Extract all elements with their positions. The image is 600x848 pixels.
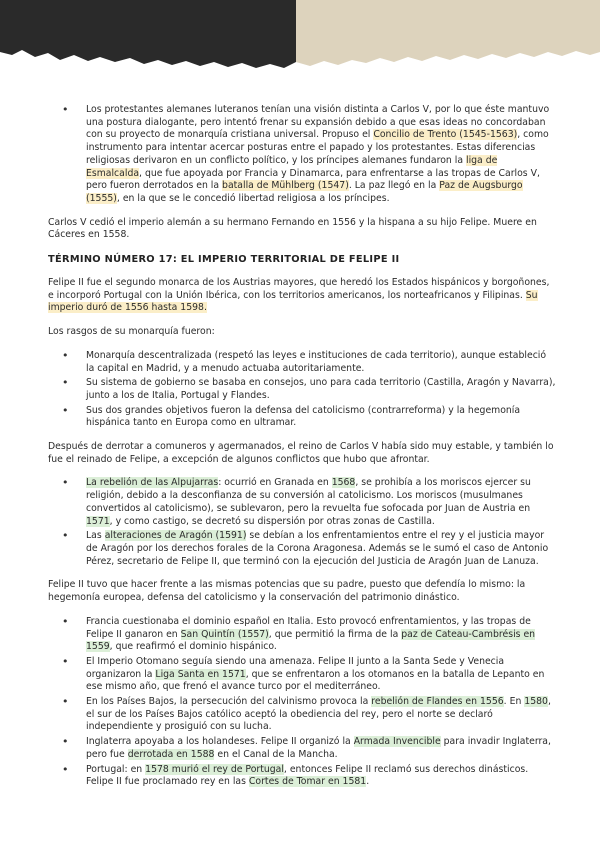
highlighted-term: 1571 <box>86 515 110 527</box>
text-run: . <box>366 776 370 788</box>
paragraph <box>48 326 556 339</box>
highlighted-term: liga de Esmalcalda <box>86 154 498 179</box>
bullet-list <box>48 104 556 206</box>
text-run: Después de derrotar a comuneros y agermanados, el reino de Carlos V había sido muy estable, y también lo fue el reinado de Felipe, a excepción de algunos conflictos que hubo que afrontar. <box>48 441 554 465</box>
text-run: Las <box>86 530 105 542</box>
text-run: , en la que se le concedió libertad religiosa a los príncipes. <box>116 192 390 204</box>
text-run: , y como castigo, se decretó su dispersión por otras zonas de Castilla. <box>109 515 435 527</box>
text-run: . La paz llegó en la <box>348 180 440 192</box>
list-item <box>48 696 556 734</box>
list-item <box>48 477 556 528</box>
highlighted-term: Armada Invencible <box>353 736 441 748</box>
bullet-list <box>48 616 556 789</box>
text-run: Francia cuestionaba el dominio español en Italia. Esto provocó enfrentamientos, y las tropas de Felipe II ganaron en <box>86 615 531 640</box>
bullet-list <box>48 477 556 568</box>
highlighted-term: Liga Santa en 1571 <box>155 668 246 680</box>
text-run: TÉRMINO NÚMERO 17: EL IMPERIO TERRITORIAL DE FELIPE II <box>48 254 400 266</box>
text-run: Sus dos grandes objetivos fueron la defensa del catolicismo (contrarreforma) y la hegemonía hispánica tanto en Europa como en ultramar. <box>86 404 521 429</box>
text-run: En los Países Bajos, la persecución del calvinismo provoca la <box>86 696 372 708</box>
text-run: , que reafirmó el dominio hispánico. <box>109 641 277 653</box>
header-torn-paper-band <box>0 0 600 80</box>
list-item <box>48 736 556 761</box>
text-run: Carlos V cedió el imperio alemán a su hermano Fernando en 1556 y la hispana a su hijo Felipe. Muere en Cáceres en 1558. <box>48 216 537 241</box>
text-run: Su sistema de gobierno se basaba en consejos, uno para cada territorio (Castilla, Aragón y Navarra), junto a los de Italia, Portugal y Flandes. <box>86 377 556 401</box>
text-run: El Imperio Otomano seguía siendo una amenaza. Felipe II junto a la Santa Sede y Venecia organizaron la <box>86 655 505 680</box>
document-body <box>48 104 556 800</box>
highlighted-term: derrotada en 1588 <box>127 748 215 760</box>
text-run: , que permitió la firma de la <box>268 628 402 640</box>
paragraph <box>48 277 556 315</box>
highlighted-term: rebelión de Flandes en 1556 <box>371 696 504 708</box>
text-run: se debían a los enfrentamientos entre el rey y el justicia mayor de Aragón por los derechos forales de la Corona Aragonesa. Además se le sumó el caso de Antonio Pérez, secretario de Felipe II, que terminó con la ejecución del Justicia de Aragón Juan de Lanuza. <box>86 530 549 567</box>
text-run: Inglaterra apoyaba a los holandeses. Felipe II organizó la <box>86 736 354 748</box>
highlighted-term: Concilio de Trento (1545-1563) <box>373 129 518 141</box>
text-run: , como instrumento para intentar acercar posturas entre el papado y los protestantes. Estas diferencias religiosas derivaron en un conflicto político, y los príncipes alemanes fundaron la <box>86 129 549 166</box>
highlighted-term: 1568 <box>331 477 356 489</box>
paragraph <box>48 579 556 604</box>
text-run: Portugal: en <box>86 763 146 775</box>
section-heading <box>48 253 556 266</box>
text-run: , entonces Felipe II reclamó sus derechos dinásticos. Felipe II fue proclamado rey en las <box>86 763 529 788</box>
highlighted-term: Su imperio duró de 1556 hasta 1598. <box>48 289 538 314</box>
text-run: : ocurrió en Granada en <box>218 477 332 489</box>
text-run: Los protestantes alemanes luteranos tenían una visión distinta a Carlos V, por lo que éste mantuvo una postura dialogante, pero intentó frenar su expansión debido a que esas ideas no concordaban con su proyecto de monarquía cristiana universal. Propuso el <box>86 104 550 141</box>
text-run: Monarquía descentralizada (respetó las leyes e instituciones de cada territorio), aunque estableció la capital en Madrid, y a menudo actuaba autoritariamente. <box>86 349 547 374</box>
highlighted-term: alteraciones de Aragón (1591) <box>104 530 247 542</box>
highlighted-term: 1578 murió el rey de Portugal <box>145 763 284 775</box>
paragraph <box>48 217 556 242</box>
list-item <box>48 530 556 568</box>
text-run: Los rasgos de su monarquía fueron: <box>48 326 215 338</box>
list-item <box>48 350 556 375</box>
highlighted-term: Paz de Augsburgo (1555) <box>86 180 523 204</box>
highlighted-term: La rebelión de las Alpujarras <box>86 477 219 489</box>
text-run: en el Canal de la Mancha. <box>214 748 338 760</box>
text-run: para invadir Inglaterra, pero fue <box>86 736 551 760</box>
highlighted-term: Cortes de Tomar en 1581 <box>248 776 367 788</box>
list-item <box>48 104 556 206</box>
text-run: , que fue apoyada por Francia y Dinamarca, para enfrentarse a las tropas de Carlos V, pero fueron derrotados en la <box>86 167 540 192</box>
paragraph <box>48 441 556 466</box>
text-run: Felipe II tuvo que hacer frente a las mismas potencias que su padre, puesto que defendía lo mismo: la hegemonía europea, defensa del catolicismo y la conservación del patrimonio dinástico. <box>48 579 526 604</box>
list-item <box>48 656 556 694</box>
highlighted-term: San Quintín (1557) <box>180 628 269 640</box>
highlighted-term: 1580 <box>524 696 548 708</box>
list-item <box>48 616 556 654</box>
list-item <box>48 764 556 789</box>
list-item <box>48 377 556 402</box>
text-run: Felipe II fue el segundo monarca de los Austrias mayores, que heredó los Estados hispánicos y borgoñones, e incorporó Portugal con la Unión Ibérica, con los territorios americanos, los norteafricanos y Filipinas. <box>48 277 550 301</box>
text-run: , se prohibía a los moriscos ejercer su religión, debido a la desconfianza de su conversión al catolicismo. Los moriscos (musulmanes convertidos al catolicismo), se sublevaron, pero la revuelta fue sofocada por Juan de Austria en <box>86 477 531 514</box>
bullet-list <box>48 350 556 430</box>
text-run: , que se enfrentaron a los otomanos en la batalla de Lepanto en ese mismo año, que frenó el avance turco por el mediterráneo. <box>86 668 545 693</box>
list-item <box>48 405 556 430</box>
text-run: , el sur de los Países Bajos católico aceptó la obediencia del rey, pero el norte se declaró independiente y prosiguió con su lucha. <box>86 696 551 733</box>
highlighted-term: batalla de Mühlberg (1547) <box>222 180 349 192</box>
text-run: . En <box>503 696 525 708</box>
highlighted-term: paz de Cateau-Cambrésis en 1559 <box>86 628 536 653</box>
